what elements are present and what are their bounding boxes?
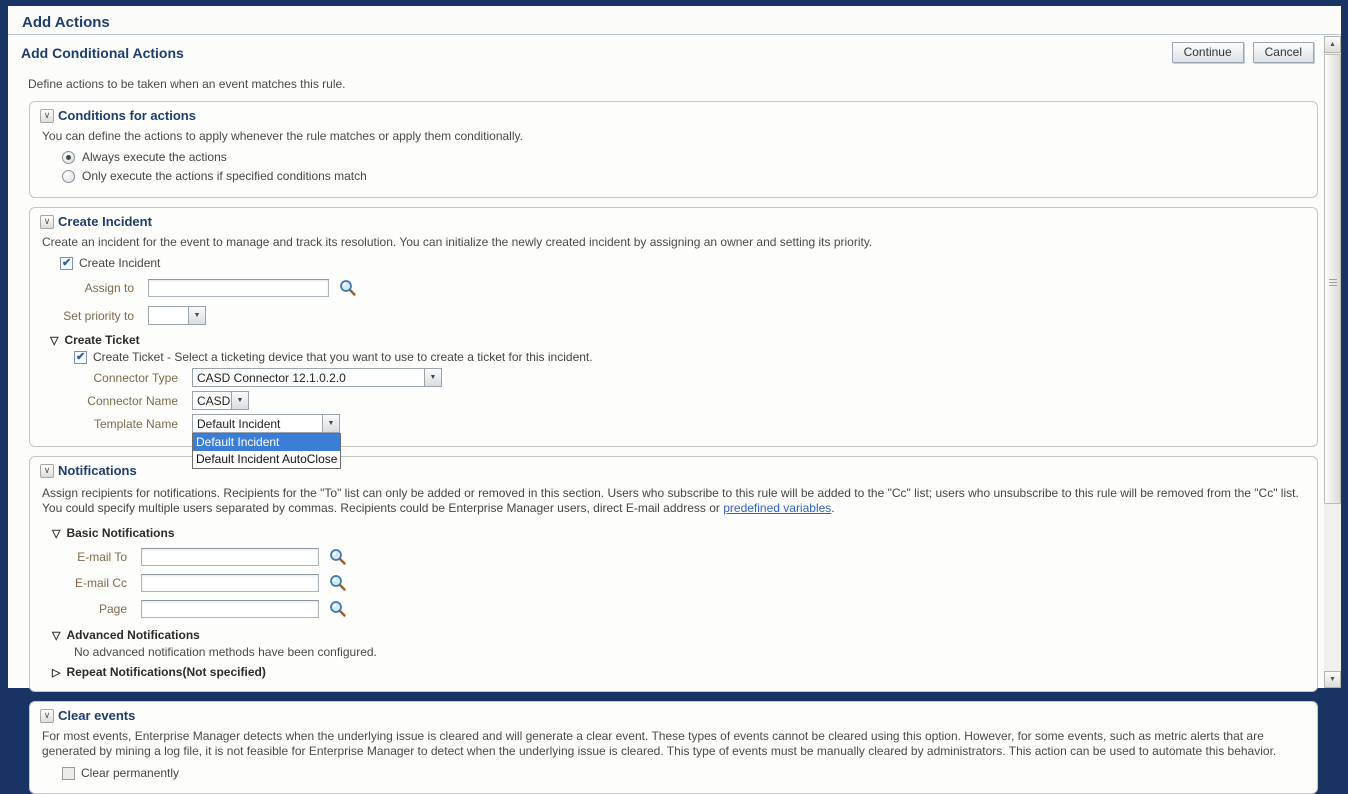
create-incident-description: Create an incident for the event to manage and track its resolution. You can initialize the newly created incident by assigning an owner and setting its priority. bbox=[42, 235, 873, 249]
set-priority-select[interactable] bbox=[148, 306, 206, 325]
set-priority-row bbox=[40, 306, 1305, 325]
clear-events-description: For most events, Enterprise Manager detects when the underlying issue is cleared and will generate a clear event. These types of events cannot be cleared using this option. However, for some events, such as metric alerts that are generated by mining a log file, it is not feasible for Enterprise Manager to detect when the underlying issue is cleared. This type of events must be manually cleared by administrators. This action can be used to automate this behavior. bbox=[42, 729, 1277, 758]
collapse-create-incident-icon[interactable]: ∨ bbox=[40, 215, 54, 229]
scrollbar-thumb[interactable] bbox=[1324, 54, 1341, 504]
email-cc-input[interactable] bbox=[141, 574, 319, 592]
create-ticket-checkbox[interactable] bbox=[74, 351, 87, 364]
repeat-notifications-header bbox=[52, 665, 1305, 679]
page-row bbox=[40, 600, 1305, 618]
repeat-notifications-expand-icon[interactable]: ▷ bbox=[52, 666, 61, 679]
page-input[interactable] bbox=[141, 600, 319, 618]
template-name-dropdown-list bbox=[192, 433, 341, 469]
notifications-description-text: Assign recipients for notifications. Recipients for the "To" list can only be added or removed in this section. Users who subscribe to this rule will be added to the "Cc" list; users who unsubscribe to this rule will be removed from the "Cc" list. You could specify multiple users separated by commas. Recipients could be Enterprise Manager users, direct E-mail address or bbox=[42, 486, 1299, 515]
email-cc-search-icon[interactable] bbox=[329, 574, 347, 592]
basic-notifications-expand-icon[interactable]: ▽ bbox=[52, 527, 61, 540]
connector-type-value[interactable]: CASD Connector 12.1.0.2.0 bbox=[192, 368, 425, 387]
predefined-variables-link[interactable]: predefined variables bbox=[723, 501, 832, 515]
radio-row-always-execute bbox=[62, 150, 1305, 164]
notifications-description-period: . bbox=[831, 501, 835, 515]
add-actions-window bbox=[8, 6, 1341, 780]
radio-row-only-execute bbox=[62, 169, 1305, 183]
create-ticket-check-row bbox=[74, 350, 1305, 364]
assign-to-search-icon[interactable] bbox=[339, 279, 357, 297]
scroll-area bbox=[8, 36, 1324, 780]
email-to-label: E-mail To bbox=[77, 550, 127, 564]
collapse-conditions-icon[interactable]: ∨ bbox=[40, 109, 54, 123]
connector-name-row bbox=[40, 391, 1305, 410]
create-ticket-checkbox-label: Create Ticket - Select a ticketing device that you want to use to create a ticket for this incident. bbox=[93, 350, 593, 364]
cancel-button[interactable]: Cancel bbox=[1253, 42, 1314, 63]
email-to-search-icon[interactable] bbox=[329, 548, 347, 566]
always-execute-radio[interactable] bbox=[62, 151, 75, 164]
assign-to-label: Assign to bbox=[84, 281, 134, 295]
create-incident-section-title: Create Incident bbox=[58, 214, 152, 229]
section-conditions-for-actions bbox=[29, 101, 1318, 198]
connector-name-dropdown-icon[interactable]: ▼ bbox=[232, 391, 249, 410]
page-title: Add Conditional Actions bbox=[21, 45, 184, 61]
repeat-notifications-title: Repeat Notifications(Not specified) bbox=[66, 665, 266, 679]
section-create-incident bbox=[29, 207, 1318, 466]
assign-to-row bbox=[40, 279, 1305, 297]
page-description: Define actions to be taken when an event matches this rule. bbox=[28, 77, 346, 91]
page-search-icon[interactable] bbox=[329, 600, 347, 618]
set-priority-value[interactable] bbox=[148, 306, 189, 325]
notifications-section-title: Notifications bbox=[58, 463, 137, 478]
conditions-section-header bbox=[40, 108, 1305, 123]
email-to-input[interactable] bbox=[141, 548, 319, 566]
collapse-clear-events-icon[interactable]: ∨ bbox=[40, 709, 54, 723]
connector-name-select[interactable] bbox=[192, 391, 249, 410]
email-cc-row bbox=[40, 574, 1305, 592]
always-execute-label: Always execute the actions bbox=[82, 150, 227, 164]
content-area bbox=[8, 36, 1341, 780]
create-ticket-expand-icon[interactable]: ▽ bbox=[50, 334, 59, 347]
section-clear-events bbox=[29, 701, 1318, 794]
page-header bbox=[21, 42, 1324, 63]
set-priority-dropdown-icon[interactable]: ▼ bbox=[189, 306, 206, 325]
continue-button[interactable]: Continue bbox=[1172, 42, 1244, 63]
advanced-notifications-message: No advanced notification methods have been configured. bbox=[74, 645, 377, 659]
connector-name-value[interactable]: CASD bbox=[192, 391, 232, 410]
connector-name-label: Connector Name bbox=[87, 393, 178, 408]
page-label: Page bbox=[98, 602, 127, 616]
conditions-section-title: Conditions for actions bbox=[58, 108, 196, 123]
create-incident-check-row bbox=[60, 256, 1305, 270]
advanced-notifications-title: Advanced Notifications bbox=[66, 628, 200, 642]
connector-type-select[interactable] bbox=[192, 368, 442, 387]
clear-permanently-row bbox=[62, 766, 1305, 780]
scrollbar-up-icon[interactable]: ▲ bbox=[1324, 36, 1341, 53]
ticket-rows bbox=[40, 368, 1305, 466]
set-priority-label: Set priority to bbox=[63, 308, 134, 323]
connector-type-dropdown-icon[interactable]: ▼ bbox=[425, 368, 442, 387]
header-buttons bbox=[1172, 42, 1314, 63]
email-cc-label: E-mail Cc bbox=[74, 576, 127, 590]
create-ticket-subsection-title: Create Ticket bbox=[64, 333, 140, 347]
advanced-notifications-header bbox=[52, 628, 1305, 642]
create-incident-checkbox[interactable] bbox=[60, 257, 73, 270]
clear-events-section-header bbox=[40, 708, 1305, 723]
scrollbar-down-icon[interactable]: ▼ bbox=[1324, 671, 1341, 688]
template-name-label: Template Name bbox=[93, 416, 178, 431]
collapse-notifications-icon[interactable]: ∨ bbox=[40, 464, 54, 478]
template-name-dropdown-icon[interactable]: ▼ bbox=[323, 414, 340, 433]
create-incident-section-header bbox=[40, 214, 1305, 229]
vertical-scrollbar[interactable] bbox=[1324, 36, 1341, 688]
connector-type-row bbox=[40, 368, 1305, 387]
connector-type-label: Connector Type bbox=[93, 370, 178, 385]
assign-to-input[interactable] bbox=[148, 279, 329, 297]
dropdown-option-default-incident[interactable]: Default Incident bbox=[193, 434, 340, 451]
email-to-row bbox=[40, 548, 1305, 566]
clear-events-section-title: Clear events bbox=[58, 708, 136, 723]
basic-notifications-header bbox=[52, 526, 1305, 540]
conditions-description: You can define the actions to apply whenever the rule matches or apply them conditionally. bbox=[42, 129, 523, 143]
window-title: Add Actions bbox=[8, 6, 1341, 35]
create-ticket-subsection-header bbox=[50, 333, 1305, 347]
template-name-row bbox=[40, 414, 1305, 466]
clear-permanently-label: Clear permanently bbox=[81, 766, 180, 780]
scrollbar-grip-icon bbox=[1329, 279, 1337, 286]
clear-permanently-checkbox[interactable] bbox=[62, 767, 75, 780]
basic-notifications-title: Basic Notifications bbox=[66, 526, 175, 540]
dropdown-option-default-incident-autoclose[interactable]: Default Incident AutoClose bbox=[196, 452, 338, 466]
advanced-notifications-expand-icon[interactable]: ▽ bbox=[52, 629, 61, 642]
only-execute-label: Only execute the actions if specified conditions match bbox=[82, 169, 367, 183]
template-name-select[interactable] bbox=[192, 414, 340, 466]
only-execute-radio[interactable] bbox=[62, 170, 75, 183]
template-name-value[interactable]: Default Incident bbox=[192, 414, 323, 433]
create-incident-checkbox-label: Create Incident bbox=[79, 256, 161, 270]
notifications-description bbox=[42, 486, 1305, 516]
section-notifications bbox=[29, 456, 1318, 692]
